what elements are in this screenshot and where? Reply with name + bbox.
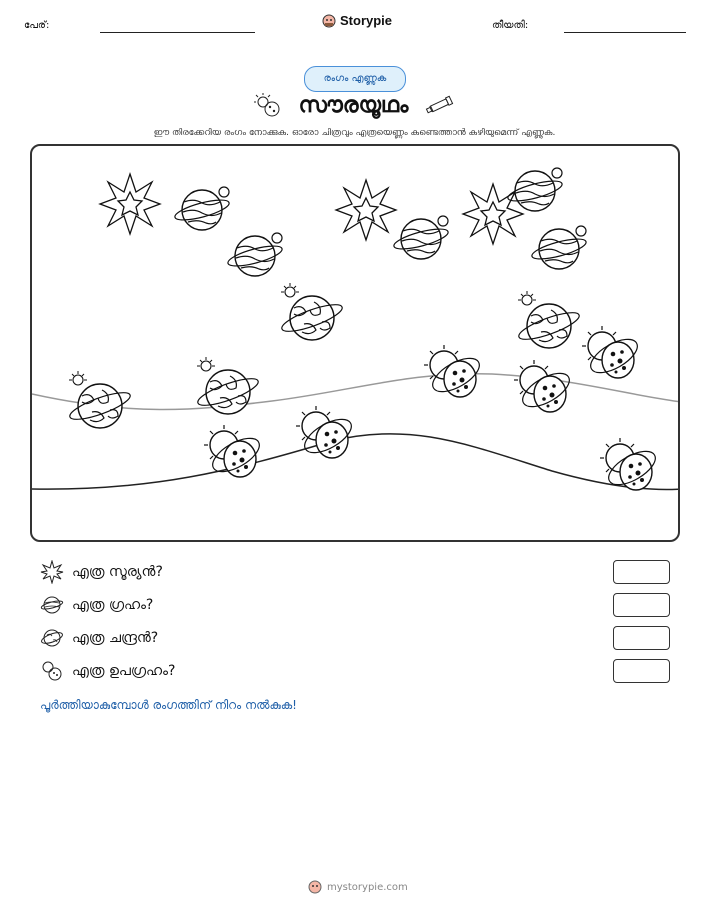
scene-illustration: [32, 146, 680, 542]
question-row-moon: [40, 626, 670, 650]
brand: [322, 13, 392, 28]
satellite-icon: [40, 659, 64, 683]
page-title: സൗരയൂഥം: [298, 92, 409, 118]
brand-name: Storypie: [340, 13, 393, 28]
question-text: എത്ര ചന്ദ്രൻ?: [72, 630, 159, 646]
telescope-icon: [424, 95, 456, 115]
date-line[interactable]: [564, 32, 686, 33]
activity-badge: രംഗം എണ്ണുക: [304, 66, 406, 92]
question-row-satellite: [40, 659, 670, 683]
sun-planet-icon: [253, 92, 283, 118]
title-row: [0, 92, 709, 118]
question-row-planet: [40, 593, 670, 617]
sun-icon: [40, 560, 64, 584]
storypie-logo-icon: [322, 14, 336, 28]
question-row-sun: [40, 560, 670, 584]
question-text: എത്ര ഉപഗ്രഹം?: [72, 663, 176, 679]
name-line[interactable]: [100, 32, 255, 33]
date-label: തീയതി:: [492, 20, 529, 31]
counting-scene: [30, 144, 680, 542]
moon-icon: [40, 626, 64, 650]
answer-box[interactable]: [613, 626, 670, 650]
planet-icon: [40, 593, 64, 617]
name-label: പേര്:: [24, 20, 50, 31]
coloring-instruction: പൂർത്തിയാകുമ്പോൾ രംഗത്തിന് നിറം നൽകുക!: [40, 698, 297, 712]
storypie-logo-icon: [308, 880, 322, 894]
footer-url: mystorypie.com: [327, 881, 408, 893]
instruction-text: ഈ തിരക്കേറിയ രംഗം നോക്കുക. ഓരോ ചിത്രവും എത്രയെണ്ണം കണ്ടെത്താൻ കഴിയുമെന്ന് എണ്ണുക.: [153, 128, 556, 138]
answer-box[interactable]: [613, 659, 670, 683]
question-text: എത്ര സൂര്യൻ?: [72, 564, 163, 580]
answer-box[interactable]: [613, 560, 670, 584]
footer-site: [308, 880, 408, 894]
question-text: എത്ര ഗ്രഹം?: [72, 597, 154, 613]
answer-box[interactable]: [613, 593, 670, 617]
